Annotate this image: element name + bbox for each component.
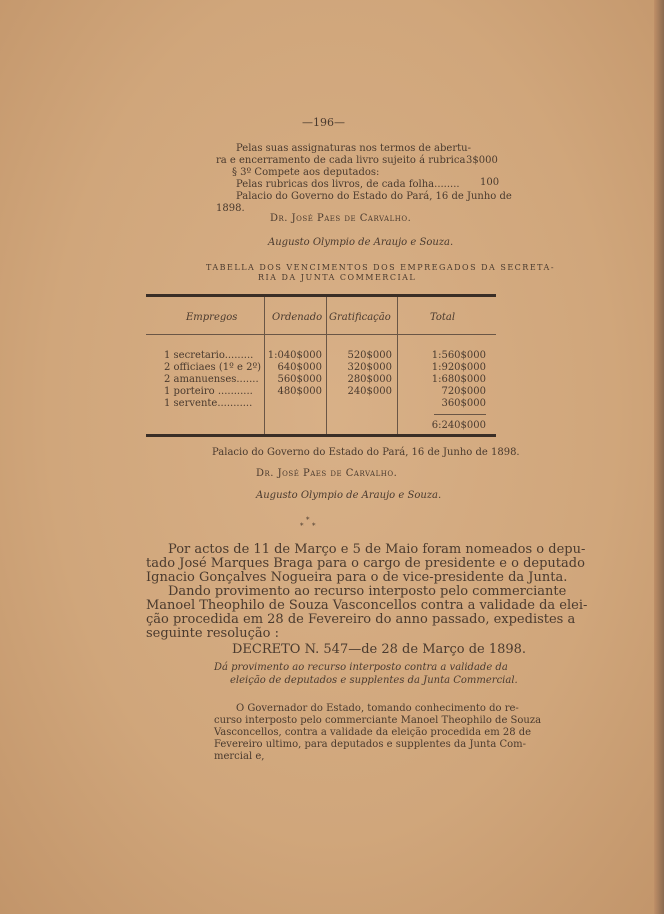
header-ordenado: Ordenado xyxy=(272,312,323,323)
cell-emprego: 2 officiaes (1º e 2º) xyxy=(164,362,262,373)
cell-ordenado: 480$000 xyxy=(277,386,322,397)
body-line: Por actos de 11 de Março e 5 de Maio foram nomeados o depu- xyxy=(168,542,586,557)
column-divider xyxy=(326,297,327,435)
table-bottom-rule xyxy=(146,434,496,437)
body-line: ção procedida em 28 de Fevereiro do anno passado, expedistes a xyxy=(146,612,576,627)
decree-body-line: mercial e, xyxy=(214,751,265,762)
table-top-rule xyxy=(146,294,496,297)
grand-total: 6:240$000 xyxy=(431,420,486,431)
palace-line-year: 1898. xyxy=(216,203,245,214)
decree-body-line: Vasconcellos, contra a validade da eleição procedida em 28 de xyxy=(214,727,532,738)
decree-body-line: O Governador do Estado, tomando conhecimento do re- xyxy=(236,703,519,714)
decree-body-line: curso interposto pelo commerciante Manoel Theophilo de Souza xyxy=(214,715,542,726)
cell-emprego: 2 amanuenses....... xyxy=(164,374,259,385)
fee-line: § 3º Compete aos deputados: xyxy=(232,167,380,178)
sum-rule xyxy=(434,414,486,415)
header-total: Total xyxy=(430,312,456,323)
fee-amount: 100 xyxy=(480,177,500,188)
page-edge xyxy=(654,0,664,914)
cell-total: 1:920$000 xyxy=(431,362,486,373)
asterism: * xyxy=(300,522,304,530)
cell-gratificacao: 280$000 xyxy=(347,374,392,385)
cell-emprego: 1 porteiro ........... xyxy=(164,386,253,397)
cell-total: 1:560$000 xyxy=(431,350,486,361)
cell-ordenado: 640$000 xyxy=(277,362,322,373)
body-line: Dando provimento ao recurso interposto pelo commerciante xyxy=(168,584,567,599)
asterism: * xyxy=(312,522,316,530)
fee-line: Pelas rubricas dos livros, de cada folha........ xyxy=(236,179,460,190)
body-line: Manoel Theophilo de Souza Vasconcellos contra a validade da elei- xyxy=(146,598,588,613)
body-line: Ignacio Gonçalves Nogueira para o de vice-presidente da Junta. xyxy=(146,570,568,585)
asterism: * xyxy=(306,516,310,524)
table-title: RIA DA JUNTA COMMERCIAL xyxy=(258,273,417,282)
signer: Dr. José Paes de Carvalho. xyxy=(256,468,398,479)
table-header-rule xyxy=(146,334,496,335)
header-empregos: Empregos xyxy=(186,312,238,323)
cell-total: 1:680$000 xyxy=(431,374,486,385)
table-title: TABELLA DOS VENCIMENTOS DOS EMPREGADOS DA SECRETA- xyxy=(206,263,556,272)
cell-gratificacao: 320$000 xyxy=(347,362,392,373)
cell-gratificacao: 240$000 xyxy=(347,386,392,397)
page-number: —196— xyxy=(302,116,345,129)
fee-line: ra e encerramento de cada livro sujeito á rubrica xyxy=(216,155,466,166)
header-gratificacao: Gratificação xyxy=(329,312,391,323)
cell-ordenado: 560$000 xyxy=(277,374,322,385)
signer: Dr. José Paes de Carvalho. xyxy=(270,213,412,224)
body-line: tado José Marques Braga para o cargo de presidente e o deputado xyxy=(146,556,585,571)
column-divider xyxy=(264,297,265,435)
column-divider xyxy=(397,297,398,435)
cell-emprego: 1 servente........... xyxy=(164,398,253,409)
decree-heading: DECRETO N. 547—de 28 de Março de 1898. xyxy=(232,642,527,657)
body-line: seguinte resolução : xyxy=(146,626,279,641)
decree-summary: Dá provimento ao recurso interposto contra a validade da xyxy=(214,662,508,673)
palace-line: Palacio do Governo do Estado do Pará, 16 de Junho de 1898. xyxy=(212,447,520,458)
cell-total: 720$000 xyxy=(441,386,486,397)
cell-total: 360$000 xyxy=(441,398,486,409)
cosigner: Augusto Olympio de Araujo e Souza. xyxy=(256,490,442,501)
decree-summary: eleição de deputados e supplentes da Junta Commercial. xyxy=(230,675,518,686)
decree-body-line: Fevereiro ultimo, para deputados e supplentes da Junta Com- xyxy=(214,739,527,750)
cell-gratificacao: 520$000 xyxy=(347,350,392,361)
palace-line: Palacio do Governo do Estado do Pará, 16 de Junho de xyxy=(236,191,512,202)
cell-emprego: 1 secretario......... xyxy=(164,350,254,361)
cell-ordenado: 1:040$000 xyxy=(267,350,322,361)
fee-amount: 3$000 xyxy=(466,155,498,166)
fee-line: Pelas suas assignaturas nos termos de abertu- xyxy=(236,143,471,154)
cosigner: Augusto Olympio de Araujo e Souza. xyxy=(268,237,454,248)
